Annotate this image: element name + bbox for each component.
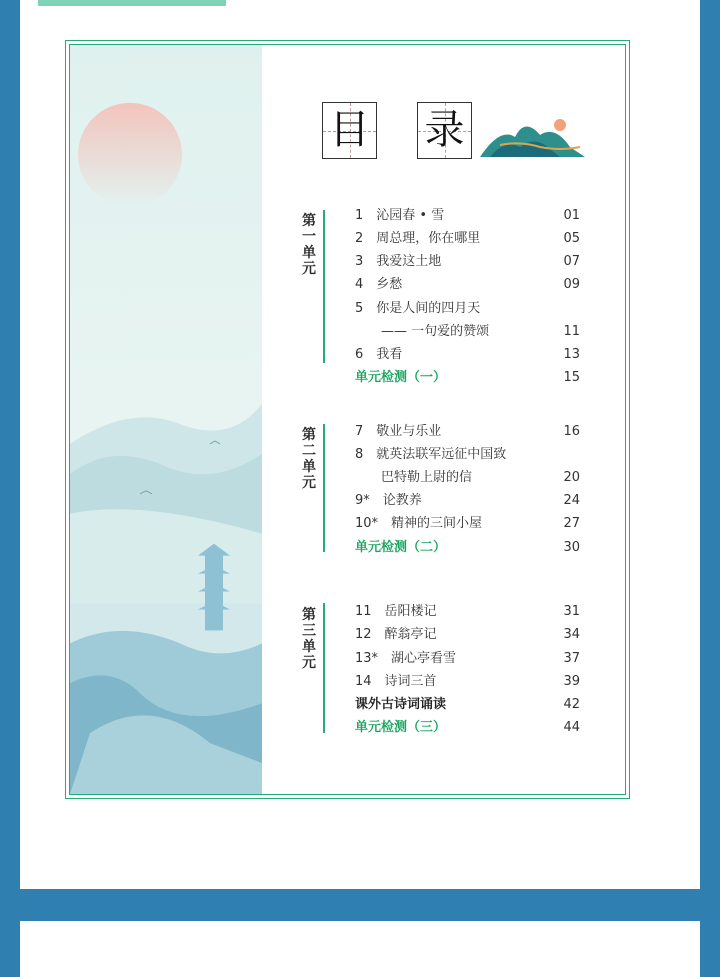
toc-entry[interactable]: 5 你是人间的四月天 xyxy=(355,301,481,316)
unit-3-label: 第 三 单 元 xyxy=(302,607,316,671)
unit-3-bar xyxy=(323,603,325,733)
unit-test-entry[interactable]: 单元检测（一） 15 xyxy=(355,370,580,385)
toc-entry[interactable]: 6 我看 13 xyxy=(355,347,580,362)
toc-entry[interactable]: 3 我爱这土地 07 xyxy=(355,254,580,269)
toc-entry[interactable]: 13* 湖心亭看雪 37 xyxy=(355,651,580,666)
sun-shape xyxy=(78,103,182,207)
toc-frame-inner xyxy=(69,44,626,795)
toc-entry[interactable]: 14 诗词三首 39 xyxy=(355,674,580,689)
toc-entry[interactable]: 8 就英法联军远征中国致 xyxy=(355,447,507,462)
title-char-box-2 xyxy=(417,102,472,159)
toc-entry[interactable]: 9* 论教养 24 xyxy=(355,493,580,508)
title-char-2: 录 xyxy=(424,107,465,153)
toc-frame xyxy=(65,40,630,799)
toc-entry[interactable]: —— 一句爱的赞颂 11 xyxy=(355,324,580,339)
landscape-illustration xyxy=(70,45,262,794)
unit-2-label: 第 二 单 元 xyxy=(302,427,316,491)
unit-test-entry[interactable]: 单元检测（三） 44 xyxy=(355,720,580,735)
toc-entry[interactable]: 11 岳阳楼记 31 xyxy=(355,604,580,619)
toc-entry[interactable]: 课外古诗词诵读 42 xyxy=(355,697,580,712)
title-char-1: 目 xyxy=(329,107,370,153)
toc-entry[interactable]: 10* 精神的三间小屋 27 xyxy=(355,516,580,531)
unit-2-bar xyxy=(323,424,325,552)
toc-entry[interactable]: 7 敬业与乐业 16 xyxy=(355,424,580,439)
toc-entry[interactable]: 2 周总理，你在哪里 05 xyxy=(355,231,580,246)
toc-entry[interactable]: 巴特勒上尉的信 20 xyxy=(355,470,580,485)
toc-entry[interactable]: 1 沁园春 • 雪 01 xyxy=(355,208,580,223)
unit-1-label: 第 一 单 元 xyxy=(302,213,316,277)
mountain-decoration-icon xyxy=(480,117,585,159)
title-char-box-1 xyxy=(322,102,377,159)
toc-entry[interactable]: 12 醉翁亭记 34 xyxy=(355,627,580,642)
unit-test-entry[interactable]: 单元检测（二） 30 xyxy=(355,540,580,555)
toc-entry[interactable]: 4 乡愁 09 xyxy=(355,277,580,292)
top-accent-bar xyxy=(38,0,226,6)
unit-1-bar xyxy=(323,210,325,363)
next-page-sheet xyxy=(20,921,700,977)
